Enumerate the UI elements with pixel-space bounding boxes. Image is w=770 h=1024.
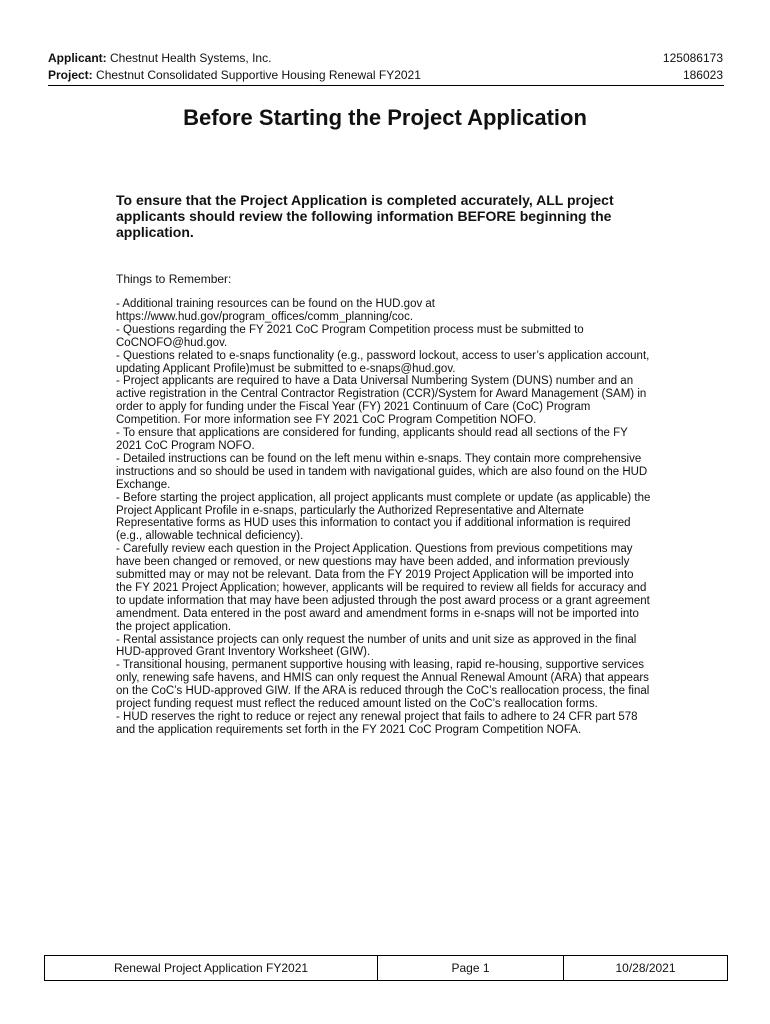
note-item: - Carefully review each question in the Project Application. Questions from previous competitions may have been changed or removed, or new questions may have been added, and information previously submitted may or may not be relevant. Data from the FY 2019 Project Application will be imported into the FY 2021 Project Application; however, applicants will be required to review all fields for accuracy and to update information that may have been adjusted through the post award process or a grant agreement amendment. Data entered in the post award and amendment forms in e-snaps will not be imported into the project application. (116, 543, 650, 633)
note-item: - Questions regarding the FY 2021 CoC Program Competition process must be submitted to CoCNOFO@hud.gov. (116, 323, 584, 349)
things-heading: Things to Remember: (116, 272, 232, 286)
note-item: - Project applicants are required to have a Data Universal Numbering System (DUNS) number and an active registration in the Central Contractor Registration (CCR)/System for Award Management (SAM) in order to apply for funding under the Fiscal Year (FY) 2021 Continuum of Care (CoC) Program Competition. For more information see FY 2021 CoC Program Competition NOFO. (116, 375, 647, 427)
note-item: - Questions related to e-snaps functionality (e.g., password lockout, access to user’s application account, updating Applicant Profile)must be submitted to e-snaps@hud.gov. (116, 349, 650, 375)
footer-date: 10/28/2021 (615, 961, 676, 975)
notes-list (116, 298, 652, 737)
note-item: - Detailed instructions can be found on the left menu within e-snaps. They contain more comprehensive instructions and so should be used in tandem with navigational guides, which are also found on the HUD Exchange. (116, 452, 648, 491)
footer-page-number: Page 1 (378, 956, 564, 980)
applicant-id: 125086173 (662, 51, 723, 65)
note-item: - Transitional housing, permanent supportive housing with leasing, rapid re-housing, supportive services only, renewing safe havens, and HMIS can only request the Annual Renewal Amount (ARA) that appears on the CoC’s HUD-approved GIW. If the ARA is reduced through the CoC’s reallocation process, the final project funding request must reflect the reduced amount listed on the CoC’s reallocation forms. (116, 659, 650, 711)
note-item: - HUD reserves the right to reduce or reject any renewal project that fails to adhere to 24 CFR part 578 and the application requirements set forth in the FY 2021 CoC Program Competition NOFA. (116, 711, 638, 736)
footer-doc-name: Renewal Project Application FY2021 (45, 956, 378, 980)
note-item: - Additional training resources can be found on the HUD.gov at https://www.hud.gov/program_offices/comm_planning/coc. (116, 298, 435, 323)
page-title: Before Starting the Project Application (183, 105, 587, 130)
note-item: - Before starting the project application, all project applicants must complete or update (as applicable) the Project Applicant Profile in e-snaps, particularly the Authorized Representative and Alternate Representative forms as HUD uses this information to contact you if additional information is required (e.g., allowable technical deficiency). (116, 491, 651, 543)
applicant-name: Chestnut Health Systems, Inc. (110, 51, 272, 65)
applicant-label: Applicant: (48, 51, 107, 65)
project-name: Chestnut Consolidated Supportive Housing Renewal FY2021 (96, 68, 421, 82)
project-id: 186023 (682, 68, 723, 82)
note-item: - Rental assistance projects can only request the number of units and unit size as approved in the final HUD-approved Grant Inventory Worksheet (GIW). (116, 633, 637, 659)
intro-text: To ensure that the Project Application is completed accurately, ALL project applicants should review the following information BEFORE beginning the application. (116, 192, 614, 240)
project-label: Project: (48, 68, 93, 82)
header-divider (48, 85, 724, 86)
page-footer (44, 955, 728, 981)
note-item: - To ensure that applications are considered for funding, applicants should read all sections of the FY 2021 CoC Program NOFO. (116, 427, 628, 452)
